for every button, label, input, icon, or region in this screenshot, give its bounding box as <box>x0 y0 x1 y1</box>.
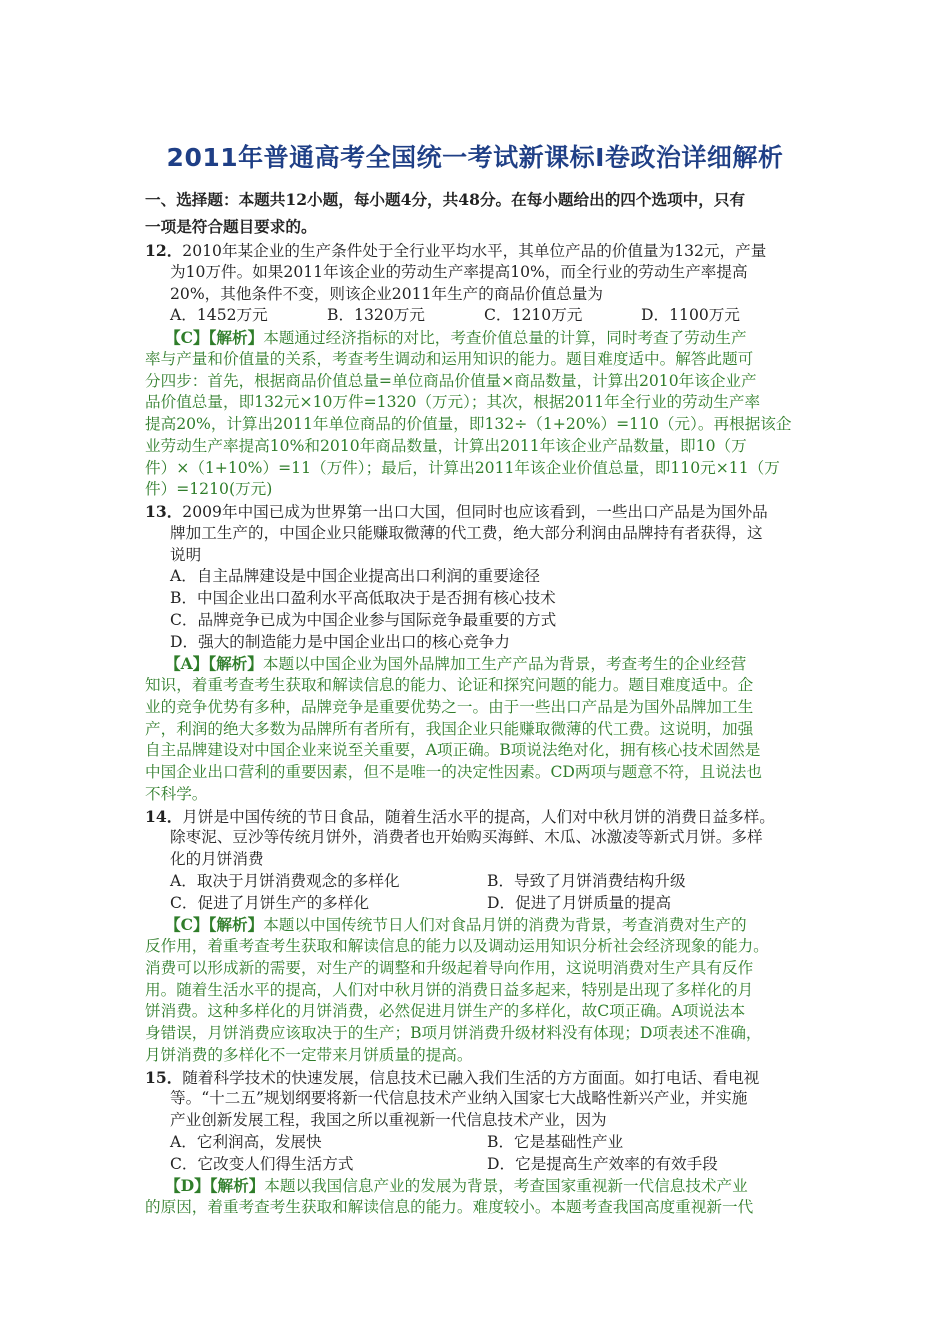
question-stem-text: 为10万件。如果2011年该企业的劳动生产率提高10%，而全行业的劳动生产率提高 <box>170 262 748 281</box>
question-block <box>145 1067 810 1219</box>
answer-option: D．促进了月饼质量的提高 <box>487 893 672 912</box>
analysis-line <box>145 414 810 436</box>
analysis-line <box>145 436 810 458</box>
question-stem-line <box>145 827 810 849</box>
analysis-text: 业劳动生产率提高10%和2010年商品数量，计算出2011年该企业产品数量，即10（万 <box>145 436 747 455</box>
question-stem-text: 2009年中国已成为世界第一出口大国，但同时也应该看到，一些出口产品是为国外品 <box>182 503 768 521</box>
analysis-text: 饼消费。这种多样化的月饼消费，必然促进月饼生产的多样化，故C项正确。A项说法本 <box>145 1002 746 1021</box>
answer-option: C．促进了月饼生产的多样化 <box>170 893 370 912</box>
answer-option: C．品牌竞争已成为中国企业参与国际竞争最重要的方式 <box>170 610 557 629</box>
options-row <box>145 1132 810 1154</box>
question-stem-line <box>145 262 810 284</box>
question-stem-line <box>145 284 810 306</box>
analysis-text: 身错误，月饼消费应该取决于的生产；B项月饼消费升级材料没有体现；D项表述不准确， <box>145 1024 762 1042</box>
analysis-text: 消费可以形成新的需要，对生产的调整和升级起着导向作用，这说明消费对生产具有反作 <box>145 958 754 977</box>
question-stem-line <box>145 849 810 871</box>
question-stem-line <box>145 1110 810 1132</box>
options-row <box>145 632 810 654</box>
options-row <box>145 610 810 632</box>
question-stem-text: 牌加工生产的，中国企业只能赚取微薄的代工费，绝大部分利润由品牌持有者获得，这 <box>170 523 763 542</box>
question-stem-text: 2010年某企业的生产条件处于全行业平均水平，其单位产品的价值量为132元，产量 <box>182 242 767 260</box>
analysis-text: 自主品牌建设对中国企业来说至关重要，A项正确。B项说法绝对化，拥有核心技术固然是 <box>145 741 761 760</box>
analysis-line <box>145 1175 810 1197</box>
analysis-line <box>145 675 810 697</box>
answer-label: 【C】【解析】 <box>165 915 264 935</box>
question-stem-line <box>145 1067 810 1089</box>
question-stem-line <box>145 501 810 523</box>
answer-option: A．自主品牌建设是中国企业提高出口利润的重要途径 <box>170 567 540 586</box>
answer-option: B．1320万元 <box>327 306 425 325</box>
analysis-line <box>145 719 810 741</box>
section-heading-line: 一项是符合题目要求的。 <box>145 217 317 236</box>
analysis-text: 不科学。 <box>145 784 208 803</box>
answer-option: A．取决于月饼消费观念的多样化 <box>170 871 400 890</box>
answer-label: 【A】【解析】 <box>165 654 263 674</box>
analysis-text: 月饼消费的多样化不一定带来月饼质量的提高。 <box>145 1045 473 1064</box>
question-stem-line <box>145 1088 810 1110</box>
analysis-line <box>145 349 810 371</box>
analysis-text: 本题通过经济指标的对比，考查价值总量的计算，同时考查了劳动生产 <box>263 329 747 347</box>
analysis-text: 中国企业出口营利的重要因素，但不是唯一的决定性因素。CD两项与题意不符，且说法也 <box>145 763 762 781</box>
question-stem-line <box>145 523 810 545</box>
analysis-line <box>145 740 810 762</box>
analysis-text: 分四步：首先，根据商品价值总量=单位商品价值量×商品数量，计算出2010年该企业产 <box>145 371 757 390</box>
section-heading-line: 一、选择题：本题共12小题，每小题4分，共48分。在每小题给出的四个选项中，只有 <box>145 190 746 209</box>
question-stem-text: 20%，其他条件不变，则该企业2011年生产的商品价值总量为 <box>170 284 604 303</box>
question-list <box>145 240 810 1219</box>
answer-option: D．它是提高生产效率的有效手段 <box>487 1154 718 1173</box>
answer-option: B．它是基础性产业 <box>487 1132 624 1151</box>
question-block <box>145 240 810 501</box>
options-row <box>145 305 810 327</box>
question-stem-text: 月饼是中国传统的节日食品，随着生活水平的提高，人们对中秋月饼的消费日益多样。 <box>182 807 775 826</box>
answer-option: B．导致了月饼消费结构升级 <box>487 871 686 890</box>
answer-option: C．1210万元 <box>484 306 583 325</box>
question-block <box>145 806 810 1067</box>
answer-option: A．1452万元 <box>170 306 268 325</box>
analysis-line <box>145 762 810 784</box>
analysis-line <box>145 1197 810 1219</box>
answer-option: A．它利润高，发展快 <box>170 1132 322 1151</box>
question-number: 13． <box>145 502 183 521</box>
question-number: 12． <box>145 241 183 260</box>
document-title: 2011年普通高考全国统一考试新课标Ⅰ卷政治详细解析 <box>166 143 784 172</box>
question-stem-text: 化的月饼消费 <box>170 850 264 868</box>
options-row <box>145 893 810 915</box>
question-stem-text: 随着科学技术的快速发展，信息技术已融入我们生活的方方面面。如打电话、看电视 <box>182 1068 760 1087</box>
analysis-text: 本题以中国企业为国外品牌加工生产产品为背景，考查考生的企业经营 <box>262 655 747 674</box>
analysis-line <box>145 458 810 480</box>
analysis-line <box>145 479 810 501</box>
analysis-text: 件）×（1+10%）=11（万件）；最后，计算出2011年该企业价值总量，即110元×11（万 <box>145 458 780 477</box>
question-number: 14． <box>145 806 183 826</box>
question-stem-line <box>145 806 810 828</box>
options-row <box>145 566 810 588</box>
answer-option: D．1100万元 <box>641 306 740 325</box>
analysis-line <box>145 914 810 936</box>
analysis-line <box>145 1001 810 1023</box>
options-row <box>145 871 810 893</box>
analysis-text: 的原因，着重考查考生获取和解读信息的能力。难度较小。本题考查我国高度重视新一代 <box>145 1198 754 1216</box>
analysis-line <box>145 697 810 719</box>
section-heading <box>145 186 810 240</box>
analysis-text: 品价值总量，即132元×10万件=1320（万元）；其次，根据2011年全行业的劳动生产率 <box>145 393 761 412</box>
analysis-text: 产，利润的绝大多数为品牌所有者所有，我国企业只能赚取微薄的代工费。这说明，加强 <box>145 719 754 738</box>
analysis-text: 业的竞争优势有多种，品牌竞争是重要优势之一。由于一些出口产品是为国外品牌加工生 <box>145 697 754 716</box>
analysis-text: 本题以中国传统节日人们对食品月饼的消费为背景，考查消费对生产的 <box>263 916 747 935</box>
analysis-line <box>145 936 810 958</box>
question-stem-line <box>145 545 810 567</box>
analysis-text: 提高20%，计算出2011年单位商品的价值量，即132÷（1+20%）=110（元）。再根据该企 <box>145 415 792 433</box>
question-block <box>145 501 810 806</box>
answer-option: D．强大的制造能力是中国企业出口的核心竞争力 <box>170 632 510 651</box>
analysis-line <box>145 958 810 980</box>
analysis-line <box>145 371 810 393</box>
question-stem-text: 除枣泥、豆沙等传统月饼外，消费者也开始购买海鲜、木瓜、冰激凌等新式月饼。多样 <box>170 828 763 847</box>
analysis-text: 件）=1210(万元) <box>145 480 273 499</box>
question-stem-text: 说明 <box>170 545 202 564</box>
answer-option: B．中国企业出口盈利水平高低取决于是否拥有核心技术 <box>170 589 556 607</box>
analysis-line <box>145 327 810 349</box>
answer-option: C．它改变人们得生活方式 <box>170 1154 354 1173</box>
question-stem-line <box>145 240 810 262</box>
question-number: 15． <box>145 1067 183 1087</box>
answer-label: 【D】【解析】 <box>165 1176 265 1196</box>
analysis-line <box>145 1045 810 1067</box>
analysis-text: 反作用，着重考查考生获取和解读信息的能力以及调动运用知识分析社会经济现象的能力。 <box>145 937 769 955</box>
analysis-text: 率与产量和价值量的关系，考查考生调动和运用知识的能力。题目难度适中。解答此题可 <box>145 349 754 368</box>
analysis-line <box>145 784 810 806</box>
document-body <box>145 186 810 1219</box>
question-stem-text: 产业创新发展工程，我国之所以重视新一代信息技术产业，因为 <box>170 1111 607 1129</box>
options-row <box>145 588 810 610</box>
analysis-line <box>145 653 810 675</box>
analysis-line <box>145 392 810 414</box>
question-stem-text: 等。“十二五”规划纲要将新一代信息技术产业纳入国家七大战略性新兴产业，并实施 <box>170 1089 748 1108</box>
analysis-line <box>145 980 810 1002</box>
analysis-text: 用。随着生活水平的提高，人们对中秋月饼的消费日益多起来，特别是出现了多样化的月 <box>145 980 754 999</box>
options-row <box>145 1154 810 1176</box>
analysis-line <box>145 1023 810 1045</box>
analysis-text: 本题以我国信息产业的发展为背景，考查国家重视新一代信息技术产业 <box>264 1177 748 1196</box>
analysis-text: 知识，着重考查考生获取和解读信息的能力、论证和探究问题的能力。题目难度适中。企 <box>145 676 754 694</box>
answer-label: 【C】【解析】 <box>165 328 264 347</box>
